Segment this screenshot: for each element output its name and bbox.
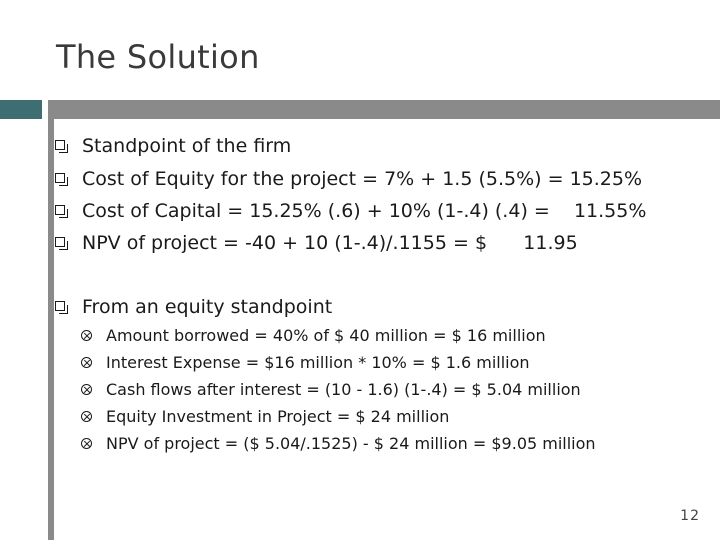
page-number: 12 [680,508,700,524]
bullet-item [82,231,578,255]
circle-x-bullet-icon [81,438,92,449]
sub-bullet-text: Equity Investment in Project = $ 24 million [106,407,450,426]
accent-block [0,100,42,119]
square-bullet-icon [55,301,65,311]
square-bullet-icon [55,205,65,215]
bullet-text: Standpoint of the firm [82,135,292,157]
sub-bullet-text: Cash flows after interest = (10 - 1.6) (1-.4) = $ 5.04 million [106,380,581,399]
sub-bullet-item [106,407,449,427]
sub-bullet-item [106,353,530,373]
sub-bullet-text: Amount borrowed = 40% of $ 40 million = $ 16 million [106,326,546,345]
bullet-item [82,134,291,158]
square-bullet-icon [55,173,65,183]
bullet-text: Cost of Capital = 15.25% (.6) + 10% (1-.4) (.4) = 11.55% [82,200,647,222]
sub-bullet-item [106,380,581,400]
circle-x-bullet-icon [81,411,92,422]
sub-bullet-text: NPV of project = ($ 5.04/.1525) - $ 24 million = $9.05 million [106,434,596,453]
square-bullet-icon [55,237,65,247]
bullet-item [82,167,642,191]
bullet-item [82,295,332,319]
square-bullet-icon [55,140,65,150]
vertical-rule [48,100,54,540]
circle-x-bullet-icon [81,384,92,395]
bullet-text: NPV of project = -40 + 10 (1-.4)/.1155 = $ 11.95 [82,232,578,254]
sub-bullet-item [106,434,596,454]
bullet-text: Cost of Equity for the project = 7% + 1.5 (5.5%) = 15.25% [82,168,643,190]
circle-x-bullet-icon [81,330,92,341]
slide-title: The Solution [56,38,260,76]
sub-bullet-text: Interest Expense = $16 million * 10% = $ 1.6 million [106,353,530,372]
bullet-text: From an equity standpoint [82,296,333,318]
horizontal-rule [48,100,720,119]
circle-x-bullet-icon [81,357,92,368]
bullet-item [82,199,646,223]
sub-bullet-item [106,326,546,346]
